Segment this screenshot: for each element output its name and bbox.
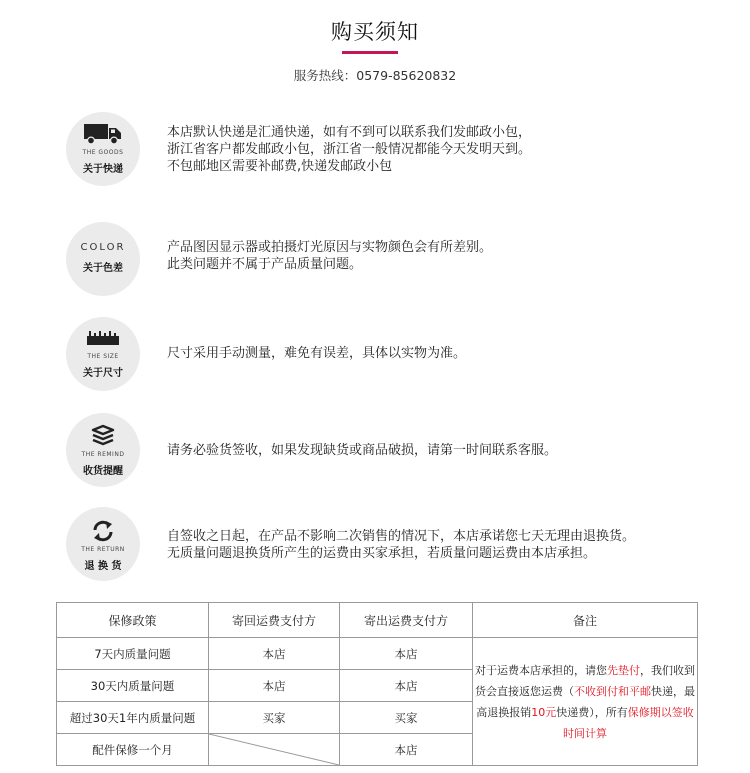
- table-cell: 配件保修一个月: [57, 734, 209, 766]
- table-note-cell: [473, 638, 698, 766]
- package-icon: [66, 424, 140, 452]
- table-header: 寄出运费支付方: [340, 603, 473, 638]
- table-cell: 本店: [209, 638, 340, 670]
- table-header: 保修政策: [57, 603, 209, 638]
- title-underline: [342, 51, 398, 54]
- table-header: 寄回运费支付方: [209, 603, 340, 638]
- section-text: [167, 239, 492, 273]
- badge-cn-label: 关于快递: [83, 164, 123, 175]
- return-cycle-icon: [66, 519, 140, 547]
- badge-size: [66, 317, 140, 391]
- section-text: [167, 345, 466, 362]
- note-highlight: 不收到付和平邮: [574, 684, 651, 698]
- badge-cn-label: 收货提醒: [83, 466, 123, 477]
- badge-cn-label: 关于色差: [83, 263, 123, 274]
- table-header-row: [57, 603, 698, 638]
- section-text: [167, 442, 557, 459]
- note-text: 对于运费本店承担的，请您: [475, 663, 607, 677]
- table-cell: 买家: [209, 702, 340, 734]
- badge-en-label: COLOR: [80, 242, 126, 253]
- badge-en-label: THE SIZE: [87, 353, 119, 360]
- text-line: 尺寸采用手动测量，难免有误差，具体以实物为准。: [167, 346, 467, 361]
- badge-remind: [66, 413, 140, 487]
- note-text: ，我们收到货会直接返您运费（: [475, 663, 695, 698]
- table-cell: 买家: [340, 702, 473, 734]
- badge-return: [66, 507, 140, 581]
- text-line: 本店默认快递是汇通快递，如有不到可以联系我们发邮政小包，: [167, 125, 532, 140]
- badge-color: [66, 222, 140, 296]
- section-text: [167, 124, 531, 175]
- page-title: 购买须知: [331, 20, 419, 44]
- table-cell: 超过30天1年内质量问题: [57, 702, 209, 734]
- text-line: 请务必验货签收，如果发现缺货或商品破损，请第一时间联系客服。: [167, 443, 558, 458]
- note-text: 快递，最高退换报销: [476, 684, 695, 719]
- table-cell: 本店: [340, 734, 473, 766]
- badge-cn-label: 退 换 货: [84, 561, 122, 572]
- text-line: 浙江省客户都发邮政小包，浙江省一般情况都能今天发明天到。: [167, 142, 532, 157]
- note-text: 快递费），所有: [556, 705, 628, 719]
- badge-en-label: THE REMIND: [81, 451, 125, 458]
- table-cell-empty: [209, 734, 340, 766]
- table-header: 备注: [473, 603, 698, 638]
- badge-en-label: THE RETURN: [81, 546, 125, 553]
- text-line: 自签收之日起，在产品不影响二次销售的情况下，本店承诺您七天无理由退换货。: [167, 529, 636, 544]
- note-highlight: 10元: [531, 705, 557, 719]
- table-cell: 7天内质量问题: [57, 638, 209, 670]
- service-hotline: 服务热线：0579-85620832: [293, 68, 457, 83]
- note-highlight: 先垫付: [607, 663, 640, 677]
- section-text: [167, 528, 635, 562]
- table-cell: 本店: [209, 670, 340, 702]
- table-row: [57, 638, 698, 670]
- table-cell: 本店: [340, 670, 473, 702]
- table-cell: 本店: [340, 638, 473, 670]
- table-cell: 30天内质量问题: [57, 670, 209, 702]
- badge-cn-label: 关于尺寸: [83, 368, 123, 379]
- badge-shipping: [66, 112, 140, 186]
- text-line: 无质量问题退换货所产生的运费由买家承担，若质量问题运费由本店承担。: [167, 546, 597, 561]
- diagonal-line: [209, 734, 339, 765]
- note-highlight: 保修期以签收时间计算: [563, 705, 694, 740]
- text-line: 产品图因显示器或拍摄灯光原因与实物颜色会有所差别。: [167, 240, 493, 255]
- ruler-icon: [66, 330, 140, 350]
- warranty-table: [56, 602, 698, 766]
- badge-en-label: THE GOODS: [82, 149, 124, 156]
- text-line: 此类问题并不属于产品质量问题。: [167, 257, 363, 272]
- truck-icon: [66, 123, 140, 149]
- text-line: 不包邮地区需要补邮费,快递发邮政小包: [167, 159, 393, 174]
